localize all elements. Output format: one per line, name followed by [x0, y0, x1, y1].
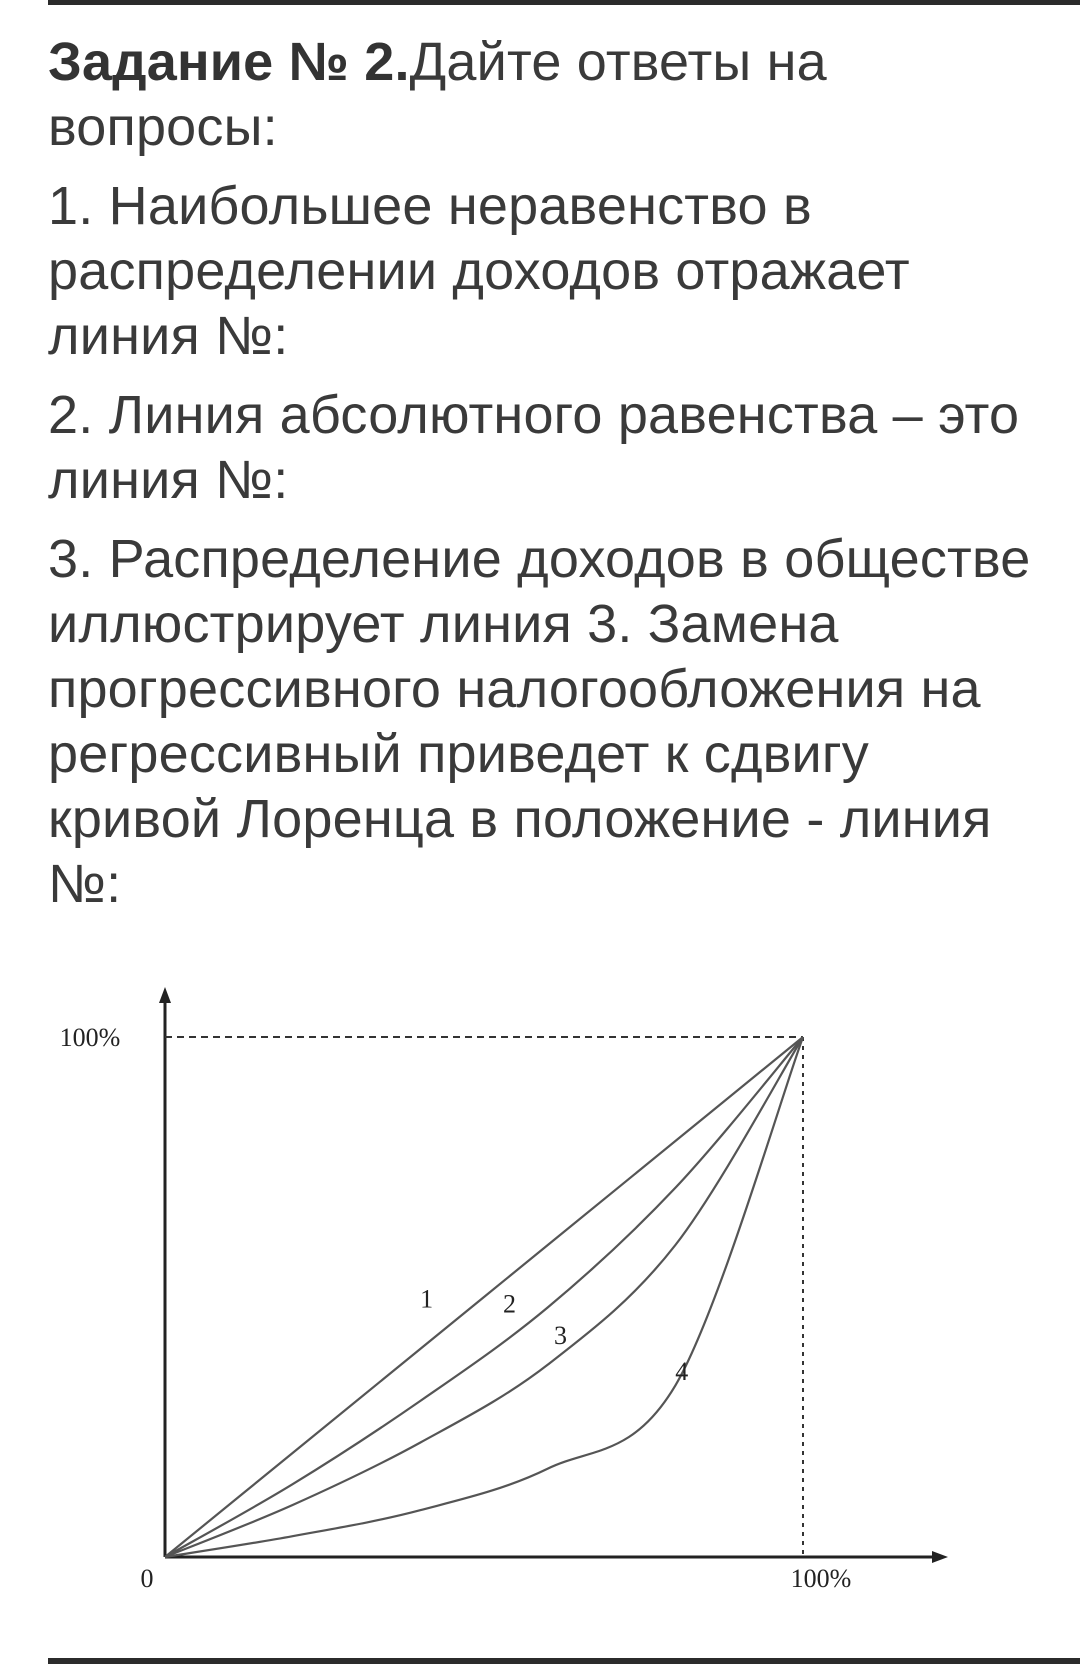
- x-axis-arrow: [932, 1551, 948, 1563]
- origin-label: 0: [140, 1564, 154, 1593]
- y-tick-label-100: 100%: [59, 1023, 121, 1052]
- top-divider: [48, 0, 1080, 5]
- lorenz-chart-svg: [0, 985, 1080, 1605]
- line-label-3: 3: [554, 1320, 568, 1350]
- lorenz-line-1: [165, 1037, 803, 1557]
- question-2: 2. Линия абсолютного равенства – это линия №:: [48, 385, 1020, 510]
- x-tick-label-100: 100%: [790, 1564, 852, 1593]
- y-axis-arrow: [159, 987, 171, 1003]
- task-heading: [48, 30, 1048, 160]
- line-label-2: 2: [503, 1289, 517, 1319]
- question-1: 1. Наибольшее неравенство в распределении доходов отражает линия №:: [48, 176, 910, 366]
- line-label-4: 4: [675, 1357, 689, 1387]
- lorenz-chart: [0, 985, 1080, 1605]
- question-3: 3. Распределение доходов в обществе иллюстрирует линия 3. Замена прогрессивного налогообложения на регрессивный приведет к сдвигу кривой Лоренца в положение - линия №:: [48, 529, 1031, 914]
- task-intro: Дайте ответы на вопросы:: [48, 32, 827, 157]
- bottom-divider: [48, 1658, 1080, 1664]
- task-title: Задание № 2.: [48, 32, 410, 92]
- line-label-1: 1: [420, 1284, 434, 1314]
- task-text: [48, 30, 1048, 931]
